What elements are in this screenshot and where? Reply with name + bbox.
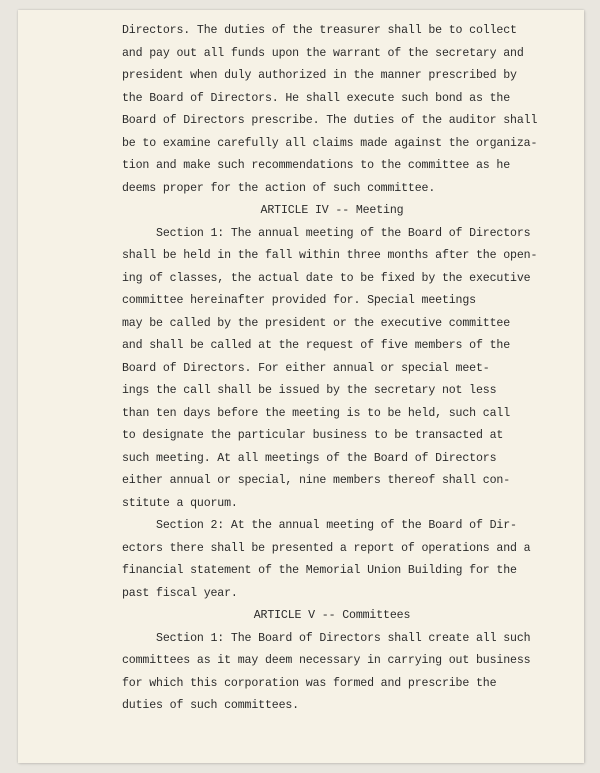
text-line: to designate the particular business to be transacted at [122, 429, 504, 442]
text-line: be to examine carefully all claims made against the organiza- [122, 136, 538, 150]
text-line: and pay out all funds upon the warrant of the secretary and [122, 46, 524, 60]
text-line: stitute a quorum. [122, 496, 238, 510]
text-line: and shall be called at the request of five members of the [122, 339, 511, 352]
text-line: duties of such committees. [122, 699, 299, 712]
text-line: committees as it may deem necessary in carrying out business [122, 654, 531, 667]
typed-text-block [122, 20, 562, 718]
text-line: tion and make such recommendations to the committee as he [122, 159, 511, 172]
text-line: president when duly authorized in the manner prescribed by [122, 69, 517, 82]
text-line: either annual or special, nine members thereof shall con- [122, 474, 511, 487]
document-page [18, 10, 584, 763]
text-line: the Board of Directors. He shall execute such bond as the [122, 91, 511, 105]
text-line: committee hereinafter provided for. Special meetings [122, 294, 476, 307]
text-line: than ten days before the meeting is to be held, such call [122, 406, 511, 420]
text-line: for which this corporation was formed and prescribe the [122, 676, 497, 690]
text-line: deems proper for the action of such committee. [122, 181, 436, 195]
text-line: past fiscal year. [122, 586, 238, 600]
text-line: Directors. The duties of the treasurer shall be to collect [122, 24, 517, 37]
text-line: Board of Directors prescribe. The duties of the auditor shall [122, 114, 538, 127]
text-line: Section 1: The Board of Directors shall create all such [122, 631, 531, 645]
text-line: ectors there shall be presented a report of operations and a [122, 541, 531, 555]
text-line: Section 2: At the annual meeting of the Board of Dir- [122, 519, 517, 532]
text-line: Section 1: The annual meeting of the Board of Directors [122, 226, 531, 240]
text-line: financial statement of the Memorial Union Building for the [122, 564, 517, 577]
article-iv-heading: ARTICLE IV -- Meeting [260, 204, 404, 217]
text-line: may be called by the president or the executive committee [122, 316, 511, 330]
text-line: ing of classes, the actual date to be fixed by the executive [122, 271, 531, 285]
text-line: ings the call shall be issued by the secretary not less [122, 384, 497, 397]
text-line: shall be held in the fall within three months after the open- [122, 249, 538, 262]
article-v-heading: ARTICLE V -- Committees [253, 609, 411, 622]
text-line: such meeting. At all meetings of the Board of Directors [122, 451, 497, 465]
text-line: Board of Directors. For either annual or special meet- [122, 361, 490, 375]
